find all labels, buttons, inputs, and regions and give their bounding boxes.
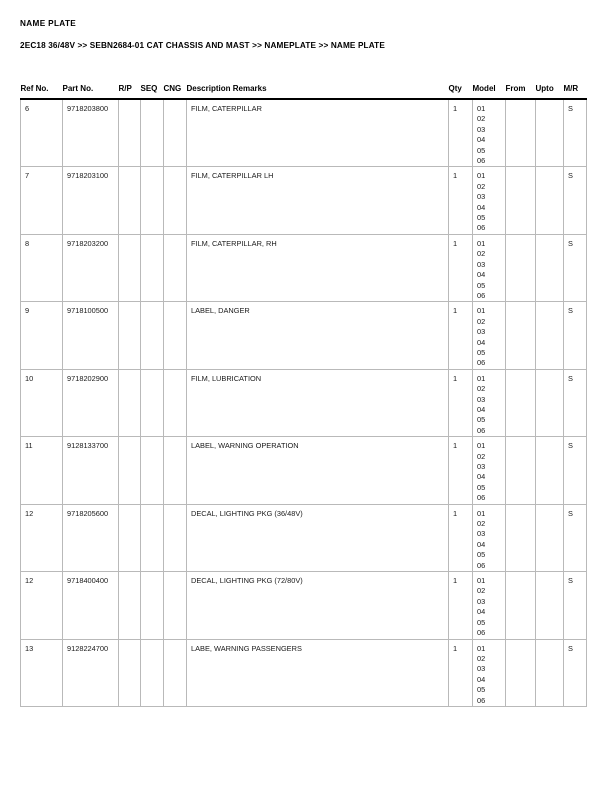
cell-upto [536, 437, 564, 504]
model-code: 05 [477, 617, 486, 627]
cell-from [506, 167, 536, 234]
model-code: 06 [477, 493, 486, 503]
model-code: 03 [477, 462, 486, 471]
column-header-description: Description Remarks [186, 84, 267, 93]
cell-cng [164, 99, 187, 167]
model-code: 03 [477, 394, 486, 404]
cell-part_no: 9128224700 [63, 639, 119, 706]
model-code-list [477, 441, 505, 503]
model-code: 05 [477, 213, 486, 223]
model-code: 04 [477, 539, 486, 549]
cell-rp [119, 167, 141, 234]
cell-upto [536, 369, 564, 436]
cell-cng [164, 504, 187, 571]
cell-mr: S [564, 234, 587, 301]
model-code: 01 [477, 238, 486, 248]
model-code: 03 [477, 596, 486, 606]
cell-description: DECAL, LIGHTING PKG (36/48V) [187, 504, 449, 571]
model-code: 05 [477, 550, 486, 560]
cell-model [473, 437, 506, 504]
cell-part_no: 9718202900 [63, 369, 119, 436]
model-code: 06 [477, 156, 486, 166]
cell-upto [536, 99, 564, 167]
column-header-model: Model [472, 84, 496, 93]
model-code: 01 [477, 643, 486, 653]
cell-upto [536, 639, 564, 706]
cell-mr: S [564, 572, 587, 639]
cell-cng [164, 572, 187, 639]
cell-seq [141, 639, 164, 706]
cell-rp [119, 99, 141, 167]
cell-description: LABEL, WARNING OPERATION [187, 437, 449, 504]
cell-rp [119, 369, 141, 436]
cell-qty: 1 [449, 369, 473, 436]
model-code: 01 [477, 171, 486, 181]
table-row[interactable] [21, 437, 587, 504]
cell-model [473, 302, 506, 369]
cell-mr: S [564, 369, 587, 436]
model-code: 01 [477, 104, 486, 113]
cell-from [506, 504, 536, 571]
column-header-qty: Qty [448, 84, 462, 93]
cell-description: LABE, WARNING PASSENGERS [187, 639, 449, 706]
cell-part_no: 9718203100 [63, 167, 119, 234]
cell-from [506, 369, 536, 436]
cell-seq [141, 437, 164, 504]
model-code: 03 [477, 529, 486, 539]
model-code: 04 [477, 135, 486, 145]
column-header-seq: SEQ [140, 84, 158, 93]
model-code: 04 [477, 607, 486, 617]
cell-ref_no: 13 [21, 639, 63, 706]
cell-rp [119, 572, 141, 639]
table-row[interactable] [21, 302, 587, 369]
cell-ref_no: 11 [21, 437, 63, 504]
page-title: NAME PLATE [20, 19, 77, 28]
cell-seq [141, 234, 164, 301]
model-code: 04 [477, 674, 486, 684]
cell-cng [164, 437, 187, 504]
model-code: 02 [477, 384, 486, 394]
model-code-list [477, 374, 505, 436]
cell-qty: 1 [449, 234, 473, 301]
cell-model [473, 504, 506, 571]
model-code: 02 [477, 586, 486, 596]
model-code-list [477, 576, 505, 638]
model-code: 02 [477, 114, 486, 124]
model-code: 04 [477, 472, 486, 482]
model-code: 02 [477, 653, 486, 663]
cell-from [506, 572, 536, 639]
column-header-ref-no: Ref No. [20, 84, 49, 93]
cell-ref_no: 7 [21, 167, 63, 234]
cell-qty: 1 [449, 167, 473, 234]
cell-from [506, 302, 536, 369]
cell-model [473, 369, 506, 436]
model-code: 05 [477, 685, 486, 695]
cell-rp [119, 437, 141, 504]
cell-part_no: 9718100500 [63, 302, 119, 369]
cell-qty: 1 [449, 504, 473, 571]
parts-table-head [21, 84, 587, 99]
model-code: 06 [477, 695, 486, 705]
cell-qty: 1 [449, 639, 473, 706]
model-code: 05 [477, 145, 486, 155]
cell-from [506, 639, 536, 706]
model-code-list [477, 104, 505, 166]
table-row[interactable] [21, 504, 587, 571]
model-code: 04 [477, 404, 486, 414]
cell-qty: 1 [449, 99, 473, 167]
cell-upto [536, 167, 564, 234]
cell-model [473, 167, 506, 234]
cell-part_no: 9128133700 [63, 437, 119, 504]
cell-seq [141, 572, 164, 639]
model-code: 03 [477, 259, 486, 269]
table-header-row [21, 84, 587, 99]
parts-table-body [21, 99, 587, 706]
cell-from [506, 437, 536, 504]
cell-rp [119, 639, 141, 706]
cell-ref_no: 8 [21, 234, 63, 301]
model-code: 01 [477, 508, 486, 518]
cell-ref_no: 10 [21, 369, 63, 436]
cell-mr: S [564, 302, 587, 369]
model-code: 01 [477, 306, 486, 316]
model-code: 05 [477, 280, 486, 290]
cell-seq [141, 167, 164, 234]
model-code-list [477, 509, 505, 571]
cell-mr: S [564, 167, 587, 234]
model-code-list [477, 239, 505, 301]
cell-cng [164, 302, 187, 369]
cell-model [473, 234, 506, 301]
cell-ref_no: 12 [21, 504, 63, 571]
model-code-list [477, 306, 505, 368]
cell-rp [119, 234, 141, 301]
model-code: 04 [477, 202, 486, 212]
cell-cng [164, 639, 187, 706]
cell-upto [536, 234, 564, 301]
model-code: 01 [477, 576, 486, 586]
cell-ref_no: 6 [21, 99, 63, 167]
column-header-part-no: Part No. [62, 84, 94, 93]
cell-description: FILM, CATERPILLAR, RH [187, 234, 449, 301]
cell-upto [536, 572, 564, 639]
cell-part_no: 9718203200 [63, 234, 119, 301]
model-code: 06 [477, 628, 486, 638]
cell-part_no: 9718203800 [63, 99, 119, 167]
cell-qty: 1 [449, 302, 473, 369]
cell-rp [119, 302, 141, 369]
column-header-mr: M/R [563, 84, 579, 93]
table-row[interactable] [21, 99, 587, 167]
cell-cng [164, 369, 187, 436]
model-code: 02 [477, 519, 486, 529]
model-code: 02 [477, 249, 486, 259]
model-code: 03 [477, 192, 486, 202]
table-row[interactable] [21, 639, 587, 706]
table-row[interactable] [21, 369, 587, 436]
model-code: 04 [477, 270, 486, 280]
parts-table-container [20, 84, 586, 707]
cell-seq [141, 369, 164, 436]
parts-table [20, 84, 587, 707]
model-code: 05 [477, 347, 486, 357]
cell-rp [119, 504, 141, 571]
model-code-list [477, 171, 505, 233]
model-code: 03 [477, 664, 486, 674]
cell-part_no: 9718400400 [63, 572, 119, 639]
cell-description: LABEL, DANGER [187, 302, 449, 369]
model-code: 05 [477, 482, 486, 492]
cell-description: FILM, CATERPILLAR [187, 99, 449, 167]
cell-qty: 1 [449, 572, 473, 639]
model-code: 03 [477, 124, 486, 134]
model-code: 03 [477, 327, 486, 337]
model-code: 01 [477, 373, 486, 383]
model-code: 06 [477, 560, 486, 570]
cell-upto [536, 504, 564, 571]
model-code: 06 [477, 290, 486, 300]
table-row[interactable] [21, 167, 587, 234]
model-code: 02 [477, 181, 486, 191]
cell-mr: S [564, 639, 587, 706]
column-header-rp: R/P [118, 84, 132, 93]
cell-model [473, 639, 506, 706]
cell-from [506, 234, 536, 301]
breadcrumb: 2EC18 36/48V >> SEBN2684-01 CAT CHASSIS AND MAST >> NAMEPLATE >> NAME PLATE [20, 41, 385, 50]
cell-mr: S [564, 504, 587, 571]
cell-description: FILM, LUBRICATION [187, 369, 449, 436]
model-code: 04 [477, 337, 486, 347]
cell-from [506, 99, 536, 167]
cell-mr: S [564, 437, 587, 504]
cell-cng [164, 234, 187, 301]
cell-model [473, 99, 506, 167]
cell-ref_no: 9 [21, 302, 63, 369]
model-code: 02 [477, 316, 486, 326]
cell-seq [141, 504, 164, 571]
model-code: 06 [477, 425, 486, 435]
column-header-upto: Upto [535, 84, 554, 93]
cell-qty: 1 [449, 437, 473, 504]
cell-seq [141, 302, 164, 369]
cell-upto [536, 302, 564, 369]
cell-description: FILM, CATERPILLAR LH [187, 167, 449, 234]
column-header-cng: CNG [163, 84, 182, 93]
cell-mr: S [564, 99, 587, 167]
model-code: 06 [477, 223, 486, 233]
cell-ref_no: 12 [21, 572, 63, 639]
cell-model [473, 572, 506, 639]
model-code: 01 [477, 441, 486, 451]
model-code: 06 [477, 358, 486, 368]
cell-seq [141, 99, 164, 167]
cell-description: DECAL, LIGHTING PKG (72/80V) [187, 572, 449, 639]
table-row[interactable] [21, 572, 587, 639]
cell-cng [164, 167, 187, 234]
model-code-list [477, 644, 505, 706]
table-row[interactable] [21, 234, 587, 301]
model-code: 02 [477, 451, 486, 461]
cell-part_no: 9718205600 [63, 504, 119, 571]
model-code: 05 [477, 415, 486, 425]
column-header-from: From [505, 84, 526, 93]
